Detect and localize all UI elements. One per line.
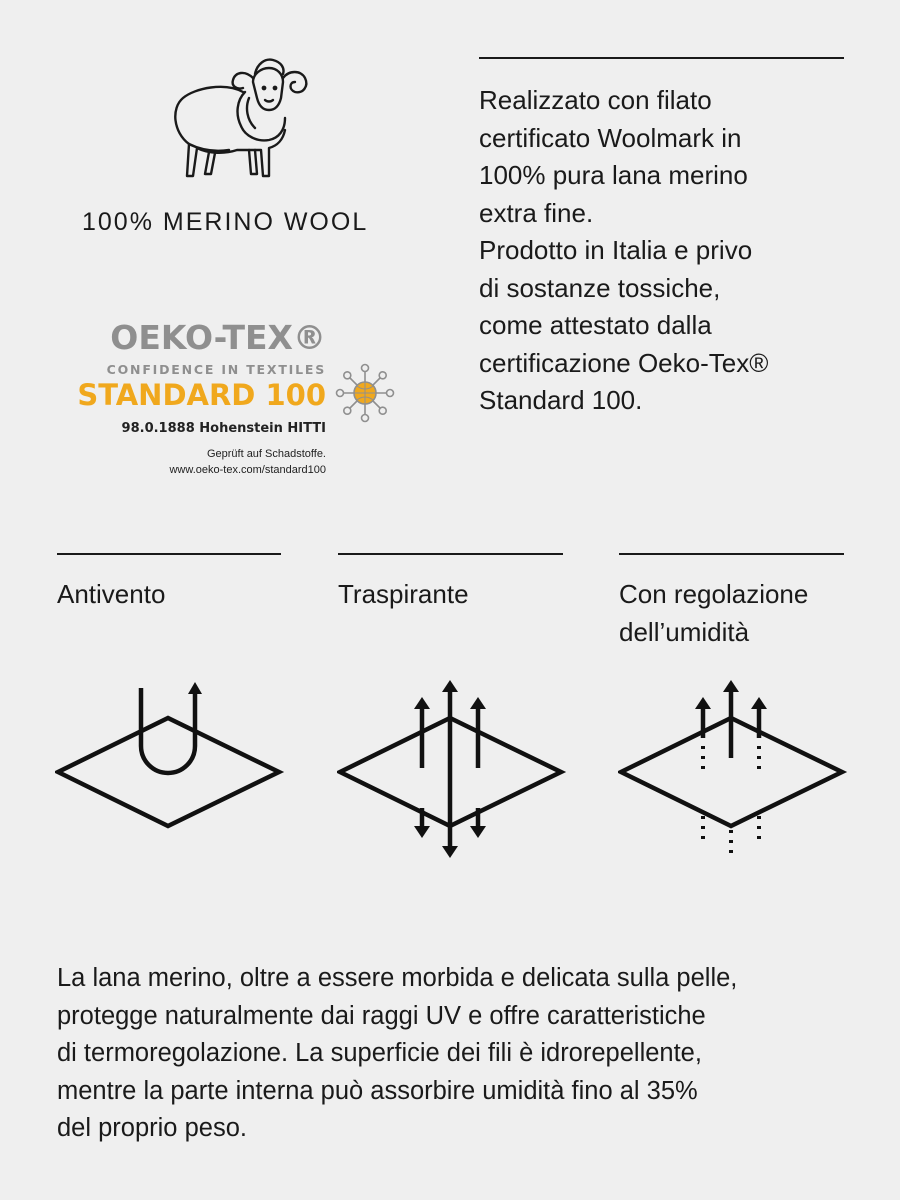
feature-divider-3 <box>619 553 844 555</box>
feature-label-moisture: Con regolazione dell’umidità <box>619 579 809 647</box>
oeko-tex-url: www.oeko-tex.com/standard100 <box>169 464 326 476</box>
oeko-tex-certificate: 98.0.1888 Hohenstein HITTI <box>121 421 326 436</box>
oeko-tex-brand: OEKO-TEX® <box>110 318 326 357</box>
moisture-regulation-icon <box>618 680 848 860</box>
windproof-icon <box>55 680 285 860</box>
feature-divider-1 <box>57 553 281 555</box>
breathable-icon <box>337 680 567 860</box>
sheep-icon <box>165 52 315 182</box>
oeko-tex-standard: STANDARD 100 <box>77 378 326 412</box>
oeko-tex-tagline: CONFIDENCE IN TEXTILES <box>106 362 326 377</box>
top-right-divider <box>479 57 844 59</box>
oeko-tex-label <box>70 318 410 488</box>
oeko-tex-globe-icon <box>334 362 396 424</box>
certification-description: Realizzato con filato certificato Woolmark in 100% pura lana merino extra fine. Prodotto in Italia e privo di sostanze tossiche, come attestato dalla certificazione Oeko-Tex® Standard 100. <box>479 85 769 415</box>
feature-label-breathable: Traspirante <box>338 579 469 609</box>
merino-benefits-paragraph: La lana merino, oltre a essere morbida e delicata sulla pelle, protegge naturalmente dai raggi UV e offre caratteristiche di termoregolazione. La superficie dei fili è idrorepellente, mentre la parte interna può assorbire umidità fino al 35% del proprio peso. <box>57 964 738 1142</box>
feature-label-windproof: Antivento <box>57 579 166 609</box>
merino-wool-title: 100% MERINO WOOL <box>82 208 369 236</box>
feature-divider-2 <box>338 553 563 555</box>
oeko-tex-note: Geprüft auf Schadstoffe. <box>206 448 326 460</box>
